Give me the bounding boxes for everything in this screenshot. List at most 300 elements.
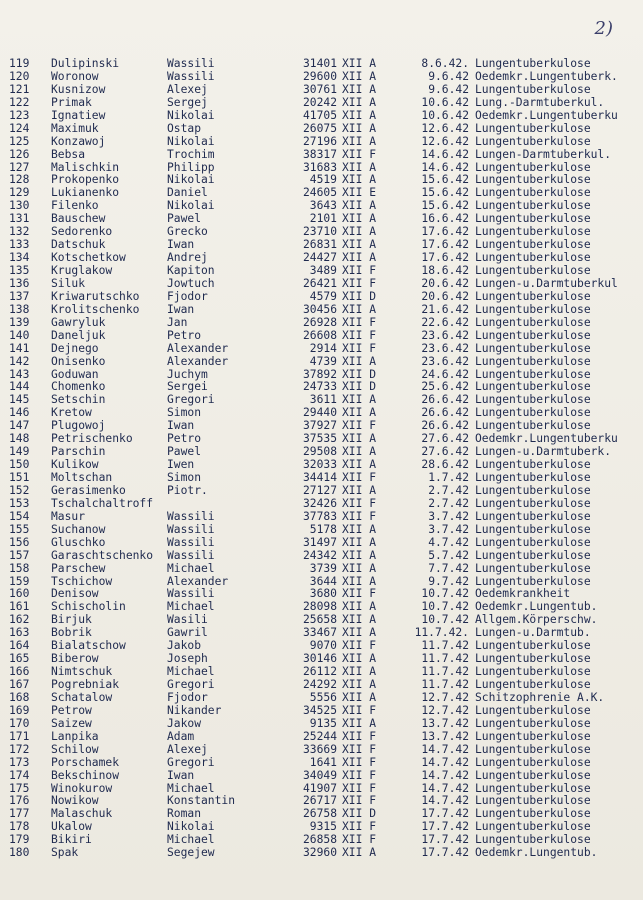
- diagnosis: Lungentuberkulose: [475, 729, 591, 743]
- diagnosis: Lungentuberkulose: [475, 393, 591, 407]
- first-name: Roman: [167, 807, 202, 821]
- first-name: Joseph: [167, 652, 208, 666]
- diagnosis: Lungentuberkulose: [475, 160, 591, 174]
- surname: Kriwarutschko: [51, 289, 140, 303]
- date: 3.7.42: [428, 509, 469, 523]
- first-name: Jowtuch: [167, 276, 215, 290]
- prisoner-number: 24427: [302, 251, 337, 265]
- category: XII A: [342, 561, 377, 575]
- diagnosis: Lungentuberkulose: [475, 328, 591, 342]
- list-item: [9, 550, 639, 563]
- category: XII A: [342, 199, 377, 213]
- diagnosis: Lungentuberkulose: [475, 471, 591, 484]
- prisoner-number: 27127: [302, 483, 337, 497]
- diagnosis: Lungentuberkulose: [475, 302, 591, 316]
- surname: Schischolin: [51, 600, 126, 614]
- list-item: [9, 744, 639, 757]
- record-number: 138: [9, 302, 30, 316]
- surname: Kretow: [51, 406, 92, 420]
- date: 14.7.42: [421, 768, 469, 782]
- list-item: [9, 757, 639, 770]
- date: 12.7.42: [421, 703, 469, 717]
- date: 14.7.42: [421, 755, 469, 769]
- list-item: [9, 84, 639, 97]
- diagnosis: Oedemkr.Lungentuberku: [475, 108, 618, 122]
- record-number: 121: [9, 82, 30, 96]
- prisoner-number: 37927: [302, 419, 337, 433]
- record-number: 177: [9, 807, 30, 821]
- surname: Bikiri: [51, 833, 92, 847]
- date: 3.7.42: [428, 522, 469, 536]
- surname: Dejnego: [51, 341, 99, 355]
- record-number: 149: [9, 445, 30, 459]
- first-name: Michael: [167, 833, 215, 847]
- diagnosis: Lungentuberkulose: [475, 768, 591, 782]
- surname: Datschuk: [51, 238, 106, 252]
- surname: Gawryluk: [51, 315, 106, 329]
- category: XII F: [342, 833, 377, 847]
- prisoner-number: 3644: [309, 574, 337, 588]
- category: XII A: [342, 483, 377, 497]
- prisoner-number: 24733: [302, 380, 337, 394]
- surname: Schatalow: [51, 690, 113, 704]
- list-item: [9, 278, 639, 291]
- prisoner-number: 3611: [309, 393, 337, 407]
- category: XII F: [342, 755, 377, 769]
- record-number: 153: [9, 496, 30, 510]
- diagnosis: Lungentuberkulose: [475, 380, 591, 394]
- first-name: Alexej: [167, 82, 208, 96]
- first-name: Trochim: [167, 147, 215, 161]
- diagnosis: Lungentuberkulose: [475, 121, 591, 135]
- diagnosis: Lungentuberkulose: [475, 652, 591, 666]
- list-item: [9, 679, 639, 692]
- date: 17.7.42: [421, 807, 469, 821]
- surname: Daneljuk: [51, 328, 106, 342]
- diagnosis: Lungentuberkulose: [475, 419, 591, 433]
- date: 2.7.42: [428, 496, 469, 510]
- diagnosis: Lungentuberkulose: [475, 57, 591, 70]
- prisoner-number: 32033: [302, 458, 337, 472]
- diagnosis: Oedemkrankheit: [475, 587, 571, 601]
- record-number: 139: [9, 315, 30, 329]
- record-number: 156: [9, 535, 30, 549]
- diagnosis: Oedemkr.Lungentuberku: [475, 432, 618, 446]
- record-number: 158: [9, 561, 30, 575]
- record-number: 154: [9, 509, 30, 523]
- record-number: 142: [9, 354, 30, 368]
- prisoner-number: 32426: [302, 496, 337, 510]
- surname: Kulikow: [51, 458, 99, 472]
- prisoner-number: 32960: [302, 846, 337, 860]
- surname: Krolitschenko: [51, 302, 140, 316]
- category: XII A: [342, 354, 377, 368]
- record-number: 128: [9, 173, 30, 187]
- list-item: [9, 692, 639, 705]
- record-number: 122: [9, 95, 30, 109]
- record-number: 140: [9, 328, 30, 342]
- date: 9.6.42: [428, 69, 469, 83]
- category: XII F: [342, 703, 377, 717]
- first-name: Philipp: [167, 160, 215, 174]
- category: XII A: [342, 600, 377, 614]
- surname: Winokurow: [51, 781, 113, 795]
- prisoner-number: 5178: [309, 522, 337, 536]
- surname: Malaschuk: [51, 807, 113, 821]
- date: 11.7.42.: [414, 626, 469, 640]
- diagnosis: Lungentuberkulose: [475, 341, 591, 355]
- diagnosis: Schitzophrenie A.K.: [475, 690, 605, 704]
- prisoner-number: 9315: [309, 820, 337, 834]
- surname: Malischkin: [51, 160, 120, 174]
- prisoner-number: 9070: [309, 639, 337, 653]
- record-number: 173: [9, 755, 30, 769]
- surname: Goduwan: [51, 367, 99, 381]
- date: 16.6.42: [421, 212, 469, 226]
- prisoner-number: 3739: [309, 561, 337, 575]
- prisoner-number: 37535: [302, 432, 337, 446]
- surname: Dulipinski: [51, 57, 120, 70]
- record-number: 178: [9, 820, 30, 834]
- first-name: Nikolai: [167, 134, 215, 148]
- category: XII A: [342, 626, 377, 640]
- category: XII A: [342, 690, 377, 704]
- surname: Schilow: [51, 742, 99, 756]
- record-list: [9, 58, 639, 860]
- category: XII A: [342, 665, 377, 679]
- first-name: Grecko: [167, 225, 208, 239]
- diagnosis: Lungentuberkulose: [475, 703, 591, 717]
- list-item: [9, 498, 639, 511]
- date: 10.7.42: [421, 613, 469, 627]
- surname: Pogrebniak: [51, 678, 120, 691]
- first-name: Gregori: [167, 755, 215, 769]
- date: 12.6.42: [421, 121, 469, 135]
- diagnosis: Lungentuberkulose: [475, 781, 591, 795]
- diagnosis: Lungentuberkulose: [475, 173, 591, 187]
- record-number: 167: [9, 678, 30, 691]
- diagnosis: Lungentuberkulose: [475, 716, 591, 730]
- record-number: 123: [9, 108, 30, 122]
- date: 10.7.42: [421, 587, 469, 601]
- record-number: 180: [9, 846, 30, 860]
- category: XII D: [342, 289, 377, 303]
- first-name: Fjodor: [167, 690, 208, 704]
- first-name: Fjodor: [167, 289, 208, 303]
- surname: Kruglakow: [51, 264, 113, 277]
- first-name: Wassili: [167, 548, 215, 562]
- diagnosis: Lungentuberkulose: [475, 678, 591, 691]
- date: 11.7.42: [421, 665, 469, 679]
- list-item: [9, 731, 639, 744]
- category: XII F: [342, 781, 377, 795]
- diagnosis: Lungentuberkulose: [475, 82, 591, 96]
- category: XII A: [342, 57, 377, 70]
- diagnosis: Lungentuberkulose: [475, 794, 591, 808]
- list-item: [9, 356, 639, 369]
- category: XII A: [342, 251, 377, 265]
- prisoner-number: 24292: [302, 678, 337, 691]
- category: XII A: [342, 458, 377, 472]
- list-item: [9, 136, 639, 149]
- date: 25.6.42: [421, 380, 469, 394]
- list-item: [9, 58, 639, 71]
- first-name: Wassili: [167, 587, 215, 601]
- prisoner-number: 29440: [302, 406, 337, 420]
- surname: Petrow: [51, 703, 92, 717]
- prisoner-number: 27196: [302, 134, 337, 148]
- prisoner-number: 34049: [302, 768, 337, 782]
- prisoner-number: 3643: [309, 199, 337, 213]
- list-item: [9, 847, 639, 860]
- prisoner-number: 4519: [309, 173, 337, 187]
- date: 27.6.42: [421, 445, 469, 459]
- category: XII A: [342, 212, 377, 226]
- diagnosis: Lungentuberkulose: [475, 639, 591, 653]
- record-number: 135: [9, 264, 30, 277]
- surname: Petrischenko: [51, 432, 133, 446]
- prisoner-number: 2914: [309, 341, 337, 355]
- prisoner-number: 28098: [302, 600, 337, 614]
- record-number: 157: [9, 548, 30, 562]
- category: XII A: [342, 406, 377, 420]
- date: 12.7.42: [421, 690, 469, 704]
- diagnosis: Lungen-u.Darmtub.: [475, 626, 591, 640]
- date: 15.6.42: [421, 199, 469, 213]
- surname: Porschamek: [51, 755, 120, 769]
- record-number: 125: [9, 134, 30, 148]
- record-number: 176: [9, 794, 30, 808]
- date: 11.7.42: [421, 639, 469, 653]
- first-name: Alexander: [167, 341, 229, 355]
- record-number: 150: [9, 458, 30, 472]
- record-number: 131: [9, 212, 30, 226]
- category: XII A: [342, 613, 377, 627]
- diagnosis: Lungentuberkulose: [475, 742, 591, 756]
- first-name: Alexander: [167, 354, 229, 368]
- record-number: 165: [9, 652, 30, 666]
- category: XII F: [342, 471, 377, 484]
- first-name: Petro: [167, 432, 202, 446]
- category: XII D: [342, 367, 377, 381]
- prisoner-number: 26758: [302, 807, 337, 821]
- category: XII E: [342, 186, 377, 200]
- diagnosis: Lungentuberkulose: [475, 509, 591, 523]
- category: XII A: [342, 652, 377, 666]
- prisoner-number: 30146: [302, 652, 337, 666]
- category: XII F: [342, 820, 377, 834]
- date: 26.6.42: [421, 406, 469, 420]
- first-name: Wassili: [167, 509, 215, 523]
- diagnosis: Oedemkr.Lungentub.: [475, 846, 598, 860]
- category: XII A: [342, 535, 377, 549]
- surname: Ignatiew: [51, 108, 106, 122]
- diagnosis: Lungentuberkulose: [475, 212, 591, 226]
- prisoner-number: 34414: [302, 471, 337, 484]
- record-number: 162: [9, 613, 30, 627]
- first-name: Wasili: [167, 613, 208, 627]
- diagnosis: Lungentuberkulose: [475, 483, 591, 497]
- date: 7.7.42: [428, 561, 469, 575]
- first-name: Andrej: [167, 251, 208, 265]
- category: XII A: [342, 445, 377, 459]
- category: XII F: [342, 328, 377, 342]
- date: 23.6.42: [421, 328, 469, 342]
- first-name: Nikander: [167, 703, 222, 717]
- category: XII F: [342, 341, 377, 355]
- prisoner-number: 26421: [302, 276, 337, 290]
- first-name: Pawel: [167, 212, 202, 226]
- date: 12.6.42: [421, 134, 469, 148]
- first-name: Wassili: [167, 535, 215, 549]
- surname: Spak: [51, 846, 79, 860]
- prisoner-number: 3680: [309, 587, 337, 601]
- surname: Prokopenko: [51, 173, 120, 187]
- category: XII A: [342, 160, 377, 174]
- diagnosis: Lungentuberkulose: [475, 833, 591, 847]
- surname: Bialatschow: [51, 639, 126, 653]
- prisoner-number: 31497: [302, 535, 337, 549]
- first-name: Iwan: [167, 419, 195, 433]
- category: XII A: [342, 432, 377, 446]
- diagnosis: Lungentuberkulose: [475, 199, 591, 213]
- surname: Konzawoj: [51, 134, 106, 148]
- date: 2.7.42: [428, 483, 469, 497]
- category: XII D: [342, 380, 377, 394]
- category: XII A: [342, 548, 377, 562]
- surname: Moltschan: [51, 471, 113, 484]
- date: 14.7.42: [421, 781, 469, 795]
- diagnosis: Lungentuberkulose: [475, 354, 591, 368]
- date: 15.6.42: [421, 186, 469, 200]
- surname: Lukianenko: [51, 186, 120, 200]
- date: 17.6.42: [421, 225, 469, 239]
- record-number: 137: [9, 289, 30, 303]
- list-item: [9, 97, 639, 110]
- surname: Saizew: [51, 716, 92, 730]
- prisoner-number: 9135: [309, 716, 337, 730]
- surname: Tschalchaltroff: [51, 496, 154, 510]
- category: XII F: [342, 742, 377, 756]
- record-number: 152: [9, 483, 30, 497]
- first-name: Michael: [167, 781, 215, 795]
- date: 14.6.42: [421, 160, 469, 174]
- diagnosis: Lungentuberkulose: [475, 315, 591, 329]
- surname: Ukalow: [51, 820, 92, 834]
- surname: Kusnizow: [51, 82, 106, 96]
- date: 20.6.42: [421, 289, 469, 303]
- date: 8.6.42.: [421, 57, 469, 70]
- surname: Woronow: [51, 69, 99, 83]
- diagnosis: Lungentuberkulose: [475, 665, 591, 679]
- first-name: Alexander: [167, 574, 229, 588]
- record-number: 145: [9, 393, 30, 407]
- record-number: 124: [9, 121, 30, 135]
- date: 18.6.42: [421, 264, 469, 277]
- surname: Parschin: [51, 445, 106, 459]
- list-item: [9, 770, 639, 783]
- record-number: 127: [9, 160, 30, 174]
- first-name: Alexej: [167, 742, 208, 756]
- first-name: Nikolai: [167, 173, 215, 187]
- diagnosis: Lungentuberkulose: [475, 755, 591, 769]
- record-number: 155: [9, 522, 30, 536]
- surname: Garaschtschenko: [51, 548, 154, 562]
- first-name: Segejew: [167, 846, 215, 860]
- surname: Biberow: [51, 652, 99, 666]
- date: 17.6.42: [421, 238, 469, 252]
- date: 13.7.42: [421, 729, 469, 743]
- date: 1.7.42: [428, 471, 469, 484]
- diagnosis: Lungentuberkulose: [475, 251, 591, 265]
- date: 14.7.42: [421, 742, 469, 756]
- date: 10.6.42: [421, 108, 469, 122]
- record-number: 159: [9, 574, 30, 588]
- record-number: 166: [9, 665, 30, 679]
- first-name: Michael: [167, 561, 215, 575]
- record-number: 163: [9, 626, 30, 640]
- record-number: 129: [9, 186, 30, 200]
- first-name: Sergej: [167, 95, 208, 109]
- record-number: 130: [9, 199, 30, 213]
- category: XII A: [342, 225, 377, 239]
- list-item: [9, 705, 639, 718]
- prisoner-number: 26928: [302, 315, 337, 329]
- date: 10.7.42: [421, 600, 469, 614]
- first-name: Gregori: [167, 678, 215, 691]
- list-item: [9, 110, 639, 123]
- prisoner-number: 25244: [302, 729, 337, 743]
- prisoner-number: 23710: [302, 225, 337, 239]
- prisoner-number: 26858: [302, 833, 337, 847]
- diagnosis: Lungentuberkulose: [475, 406, 591, 420]
- date: 11.7.42: [421, 652, 469, 666]
- first-name: Daniel: [167, 186, 208, 200]
- diagnosis: Lungentuberkulose: [475, 367, 591, 381]
- date: 10.6.42: [421, 95, 469, 109]
- category: XII F: [342, 794, 377, 808]
- list-item: [9, 485, 639, 498]
- category: XII A: [342, 82, 377, 96]
- diagnosis: Lungentuberkulose: [475, 535, 591, 549]
- record-number: 133: [9, 238, 30, 252]
- prisoner-number: 26717: [302, 794, 337, 808]
- diagnosis: Lungentuberkulose: [475, 264, 591, 277]
- surname: Maximuk: [51, 121, 99, 135]
- surname: Bekschinow: [51, 768, 120, 782]
- list-item: [9, 511, 639, 524]
- diagnosis: Lungentuberkulose: [475, 134, 591, 148]
- category: XII D: [342, 807, 377, 821]
- category: XII F: [342, 729, 377, 743]
- category: XII A: [342, 522, 377, 536]
- date: 27.6.42: [421, 432, 469, 446]
- prisoner-number: 41705: [302, 108, 337, 122]
- diagnosis: Lungentuberkulose: [475, 238, 591, 252]
- date: 14.6.42: [421, 147, 469, 161]
- surname: Nowikow: [51, 794, 99, 808]
- first-name: Michael: [167, 600, 215, 614]
- prisoner-number: 38317: [302, 147, 337, 161]
- first-name: Piotr.: [167, 483, 208, 497]
- date: 21.6.42: [421, 302, 469, 316]
- record-number: 172: [9, 742, 30, 756]
- surname: Lanpika: [51, 729, 99, 743]
- category: XII F: [342, 147, 377, 161]
- diagnosis: Lung.-Darmtuberkul.: [475, 95, 605, 109]
- prisoner-number: 33467: [302, 626, 337, 640]
- prisoner-number: 4739: [309, 354, 337, 368]
